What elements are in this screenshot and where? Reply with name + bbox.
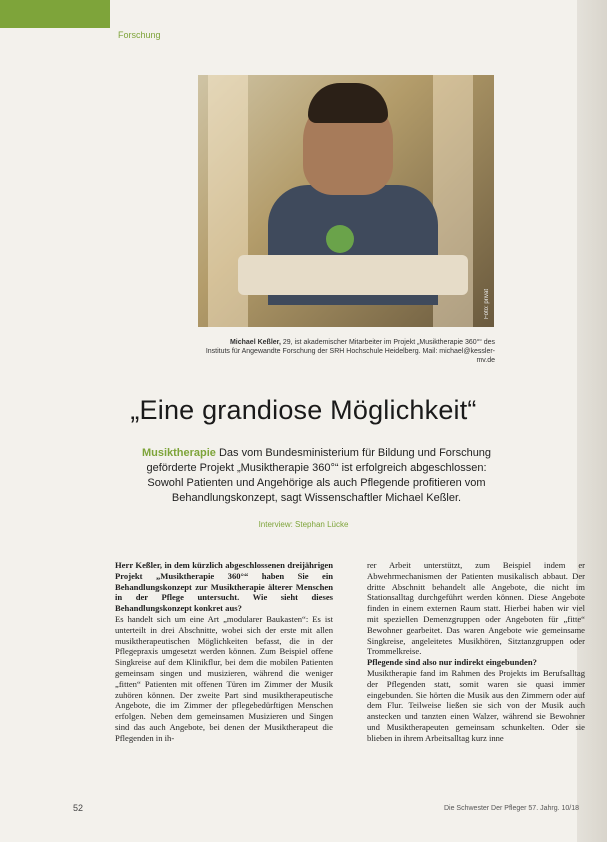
- portrait-photo: [198, 75, 494, 327]
- photo-hair: [308, 83, 388, 123]
- question-2: Pflegende sind also nur indirekt eingebunden?: [367, 657, 537, 668]
- article-headline: „Eine grandiose Möglichkeit“: [130, 395, 477, 425]
- section-label: Forschung: [118, 30, 161, 40]
- photo-caption: [205, 338, 495, 365]
- intro-text: Das vom Bundesministerium für Bildung und Forschung geförderte Projekt „Musiktherapie 360°“ ist erfolgreich abgeschlossen: Sowohl Patienten und Angehörige als auch Pflegende profitieren vom Behandlungskonzept, sagt Wissenschaftler Michael Keßler.: [146, 447, 492, 504]
- article-column-left: [115, 560, 333, 744]
- question-1: Herr Keßler, in dem kürzlich abgeschlossenen dreijährigen Projekt „Musiktherapie 360°“ haben Sie ein Behandlungskonzept zur Musiktherapie älterer Menschen in der Pflege untersucht. Wie sieht dieses Behandlungskonzept konkret aus?: [115, 560, 333, 614]
- magazine-footer: Die Schwester Der Pfleger 57. Jahrg. 10/18: [443, 805, 579, 812]
- photo-credit: Foto: privat: [484, 288, 490, 319]
- article-intro: [134, 446, 499, 506]
- page-number: 52: [73, 803, 84, 813]
- caption-name: Michael Keßler,: [229, 339, 281, 346]
- byline: Interview: Stephan Lücke: [258, 520, 349, 529]
- answer-1-continued: rer Arbeit unterstützt, zum Beispiel indem er Abwehrmechanismen der Patienten musikalisch abbaut. Der dritte Abschnitt behandelt alle Angebote, die nicht im Stationsalltag durchgeführt werden können. Diese Angebote finden in einem externen Raum statt. Hierbei haben wir viel mit speziellen Demenzgruppen oder Angeboten für „fitte“ Bewohner gearbeitet. Das waren Angebote wie gemeinsame Singkreise, angeleitetes Musikhören, Sitztanzgruppen oder Trommelkreise.: [367, 560, 585, 657]
- answer-1: Es handelt sich um eine Art „modularer Baukasten“: Es ist unterteilt in drei Abschnitte, wobei sich der erste mit allen musiktherapeutischen Möglichkeiten befasst, die in der Pflegepraxis umgesetzt werden können. Zum Beispiel offene Singkreise auf dem Klinikflur, bei dem die mobilen Patienten gemeinsam singen und musizieren, während die weniger „fitten“ Patienten mit offenen Türen im Zimmer der Musik zuhören können. Der zweite Part sind musiktherapeutische Angebote, die im Zimmer der pflegebedürftigen Menschen erfolgen. Neben dem gemeinsamen Musizieren und Singen sind das auch Angebote, bei denen der Musiktherapeut die Pflegenden in ih-: [115, 613, 333, 743]
- section-color-tab: [0, 0, 110, 28]
- article-column-right: [367, 560, 585, 744]
- intro-kicker: Musiktherapie: [141, 447, 216, 459]
- photo-table: [238, 255, 468, 295]
- caption-text: 29, ist akademischer Mitarbeiter im Projekt „Musiktherapie 360°“ des Instituts für Angewandte Forschung der SRH Hochschule Heidelberg. Mail: michael@kessler-mv.de: [205, 339, 495, 364]
- photo-instrument: [326, 225, 354, 253]
- answer-2: Musiktherapie fand im Rahmen des Projekts im Berufsalltag der Pflegenden statt, somit waren sie quasi immer eingebunden. Sie hörten die Musik aus den Zimmern oder auf dem Flur. Teilweise ließen sie sich von der Musik auch anstecken und tanzten einen Walzer, während sie Bewohner und Musiktherapeuten gemeinsam schunkelten. Oder sie blieben in ihrem Arbeitsalltag kurz inne: [367, 667, 585, 743]
